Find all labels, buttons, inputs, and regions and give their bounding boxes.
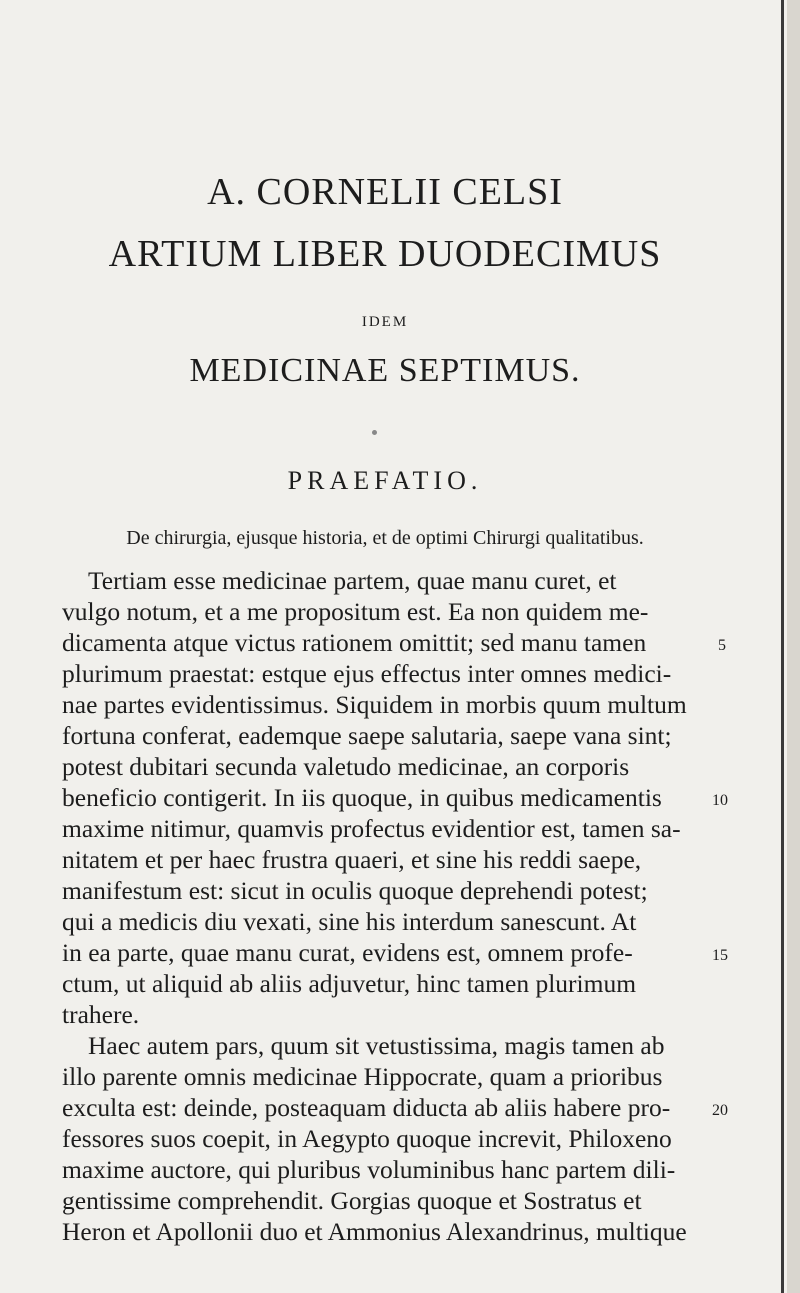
text-line: fessores suos coepit, in Aegypto quoque increvit, Philoxeno	[62, 1124, 672, 1153]
line-number: 20	[712, 1102, 728, 1119]
text-line: dicamenta atque victus rationem omittit; sed manu tamen	[62, 628, 647, 657]
text-line: nitatem et per haec frustra quaeri, et sine his reddi saepe,	[62, 845, 642, 874]
text-line: maxime nitimur, quamvis profectus evidentior est, tamen sa-	[62, 814, 681, 843]
line-number: 15	[712, 947, 728, 964]
idem-label: IDEM	[361, 314, 409, 330]
text-line: Heron et Apollonii duo et Ammonius Alexandrinus, multique	[62, 1217, 687, 1246]
line-number: 5	[718, 637, 726, 654]
text-line: manifestum est: sicut in oculis quoque deprehendi potest;	[62, 876, 648, 905]
page-edge-line	[781, 0, 784, 1293]
text-line: fortuna conferat, eademque saepe salutaria, saepe vana sint;	[62, 721, 672, 750]
text-line: nae partes evidentissimus. Siquidem in morbis quum multum	[62, 690, 687, 719]
text-line: illo parente omnis medicinae Hippocrate, quam a prioribus	[62, 1062, 663, 1091]
text-line: in ea parte, quae manu curat, evidens est, omnem profe-	[62, 938, 633, 967]
section-summary: De chirurgia, ejusque historia, et de optimi Chirurgi qualitatibus.	[126, 527, 644, 549]
text-line: beneficio contigerit. In iis quoque, in quibus medicamentis	[62, 783, 662, 812]
author-title: A. CORNELII CELSI	[207, 171, 563, 213]
book-subtitle: MEDICINAE SEPTIMUS.	[189, 352, 581, 389]
text-line: plurimum praestat: estque ejus effectus inter omnes medici-	[62, 659, 672, 688]
ink-dot	[372, 430, 377, 435]
text-line: maxime auctore, qui pluribus voluminibus hanc partem dili-	[62, 1155, 676, 1184]
text-line: vulgo notum, et a me propositum est. Ea non quidem me-	[62, 597, 649, 626]
text-line: Haec autem pars, quum sit vetustissima, magis tamen ab	[88, 1031, 665, 1060]
text-line: Tertiam esse medicinae partem, quae manu curet, et	[88, 566, 617, 595]
text-line: exculta est: deinde, posteaquam diducta ab aliis habere pro-	[62, 1093, 671, 1122]
section-heading: PRAEFATIO.	[287, 466, 483, 495]
line-number: 10	[712, 792, 728, 809]
text-line: ctum, ut aliquid ab aliis adjuvetur, hinc tamen plurimum	[62, 969, 637, 998]
facing-page-edge	[787, 0, 800, 1293]
book-title: ARTIUM LIBER DUODECIMUS	[108, 233, 662, 275]
text-line: qui a medicis diu vexati, sine his interdum sanescunt. At	[62, 907, 637, 936]
text-line: trahere.	[62, 1000, 140, 1029]
text-line: gentissime comprehendit. Gorgias quoque et Sostratus et	[62, 1186, 642, 1215]
text-line: potest dubitari secunda valetudo medicinae, an corporis	[62, 752, 630, 781]
